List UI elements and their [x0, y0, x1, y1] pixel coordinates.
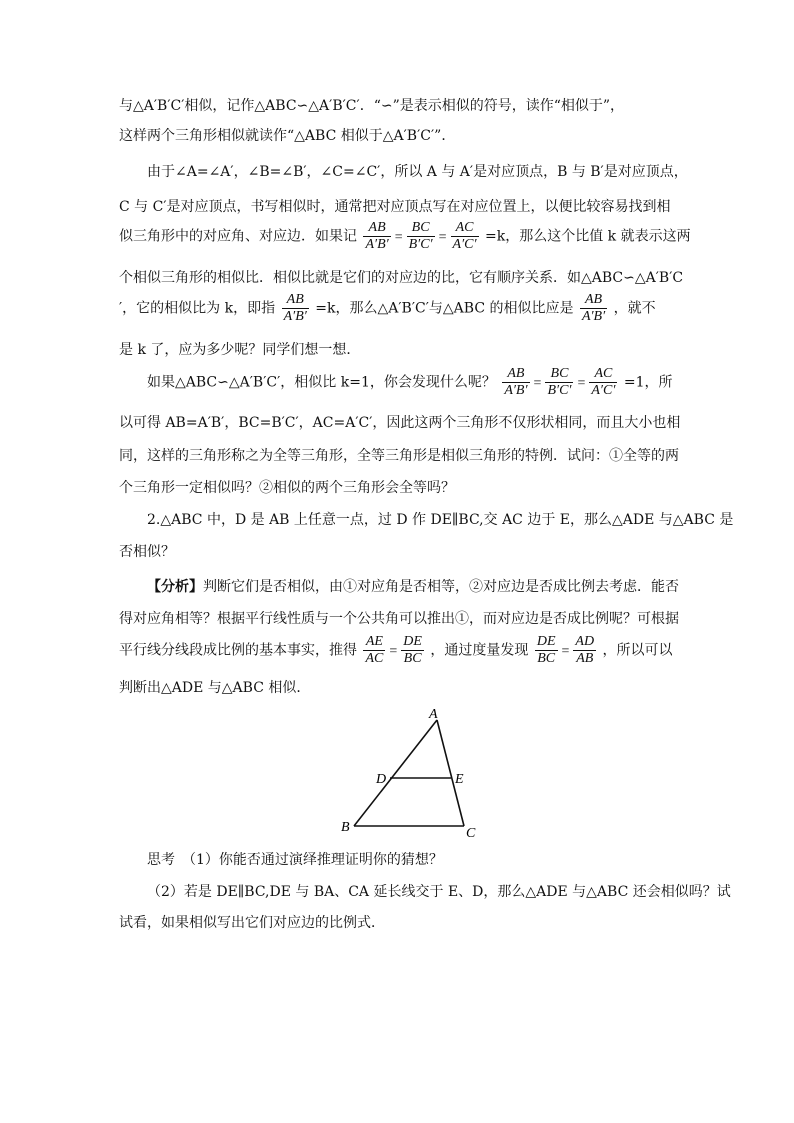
side-ab — [354, 720, 437, 826]
paragraph-line-with-formula: 平行线分线段成比例的基本事实，推得 $\frac{AE}{AC}$ = $\frac{DE}{BC}$ ，通过度量发现 $\frac{DE}{BC}$ = $\frac{AD}{AB}$ ，所以可以 — [119, 634, 673, 666]
fraction-bc: $\frac{BC}{B'C'}$ — [408, 220, 433, 252]
paragraph-line: 与△A′B′C′相似，记作△ABC∽△A′B′C′．“∽”是表示相似的符号，读作“相似于”， — [119, 98, 625, 114]
paragraph-line: 同，这样的三角形称之为全等三角形，全等三角形是相似三角形的特例．试问：①全等的两 — [119, 448, 679, 464]
paragraph-line: 个相似三角形的相似比．相似比就是它们的对应边的比，它有顺序关系．如△ABC∽△A′B′C — [119, 270, 684, 286]
fraction-bc: $\frac{BC}{B'C'}$ — [547, 366, 572, 398]
paragraph-line: 判断出△ADE 与△ABC 相似． — [119, 680, 311, 696]
paragraph-line: 个三角形一定相似吗？②相似的两个三角形会全等吗？ — [119, 480, 455, 496]
fraction-ae-ac: $\frac{AE}{AC}$ — [365, 634, 384, 666]
paragraph-line: 是 k 了，应为多少呢？同学们想一想． — [119, 342, 361, 358]
paragraph-line-with-formula: ′，它的相似比为 k，即指 $\frac{AB}{A'B'}$ =k，那么△A′B′C′与△ABC 的相似比应是 $\frac{AB}{A'B'}$ ，就不 — [119, 292, 656, 324]
fraction-ab: $\frac{AB}{A'B'}$ — [581, 292, 606, 324]
fraction-de-bc: $\frac{DE}{BC}$ — [536, 634, 556, 666]
paragraph-line-with-formula: 如果△ABC∽△A′B′C′，相似比 k=1，你会发现什么呢？ $\frac{AB}{A'B'}$ = $\frac{BC}{B'C'}$ = $\frac{AC}{A'C'}$ =1，所 — [147, 366, 673, 398]
paragraph-line-with-formula: 似三角形中的对应角、对应边．如果记 $\frac{AB}{A'B'}$ = $\frac{BC}{B'C'}$ = $\frac{AC}{A'C'}$ =k，那么这个比值 k 就表示这两 — [119, 220, 691, 252]
paragraph-line: 思考 （1）你能否通过演绎推理证明你的猜想？ — [147, 852, 443, 868]
fraction-de-bc: $\frac{DE}{BC}$ — [403, 634, 422, 666]
fraction-ab: $\frac{AB}{A'B'}$ — [283, 292, 307, 324]
paragraph-line: （2）若是 DE∥BC,DE 与 BA、CA 延长线交于 E、D，那么△ADE 与△ABC 还会相似吗？试 — [147, 884, 731, 900]
fraction-ab: $\frac{AB}{A'B'}$ — [504, 366, 528, 398]
fraction-ad-ab: $\frac{AD}{AB}$ — [575, 634, 595, 666]
paragraph-line: 试看，如果相似写出它们对应边的比例式． — [119, 915, 385, 931]
label-c: C — [466, 826, 476, 841]
paragraph-line: 【分析】判断它们是否相似，由①对应角是否相等，②对应边是否成比例去考虑．能否 — [147, 579, 679, 595]
paragraph-line: C 与 C′是对应顶点，书写相似时，通常把对应顶点写在对应位置上，以便比较容易找到相 — [119, 199, 671, 215]
label-e: E — [455, 772, 464, 787]
paragraph-line: 这样两个三角形相似就读作“△ABC 相似于△A′B′C′”． — [119, 128, 456, 144]
paragraph-line: 由于∠A=∠A′，∠B=∠B′，∠C=∠C′，所以 A 与 A′是对应顶点，B 与 B′是对应顶点， — [147, 164, 688, 180]
label-b: B — [341, 820, 350, 835]
fraction-ac: $\frac{AC}{A'C'}$ — [591, 366, 616, 398]
fraction-ab: $\frac{AB}{A'B'}$ — [365, 220, 389, 252]
paragraph-line: 以可得 AB=A′B′，BC=B′C′，AC=A′C′，因此这两个三角形不仅形状相同，而且大小也相 — [119, 415, 681, 431]
fraction-ac: $\frac{AC}{A'C'}$ — [452, 220, 477, 252]
paragraph-line: 得对应角相等？根据平行线性质与一个公共角可以推出①，而对应边是否成比例呢？可根据 — [119, 611, 679, 627]
paragraph-line: 2.△ABC 中，D 是 AB 上任意一点，过 D 作 DE∥BC,交 AC 边于 E，那么△ADE 与△ABC 是 — [147, 512, 734, 528]
paragraph-line: 否相似？ — [119, 544, 175, 560]
label-a: A — [429, 707, 438, 722]
analysis-tag: 【分析】 — [147, 579, 203, 595]
label-d: D — [376, 772, 387, 787]
triangle-figure — [340, 700, 490, 845]
